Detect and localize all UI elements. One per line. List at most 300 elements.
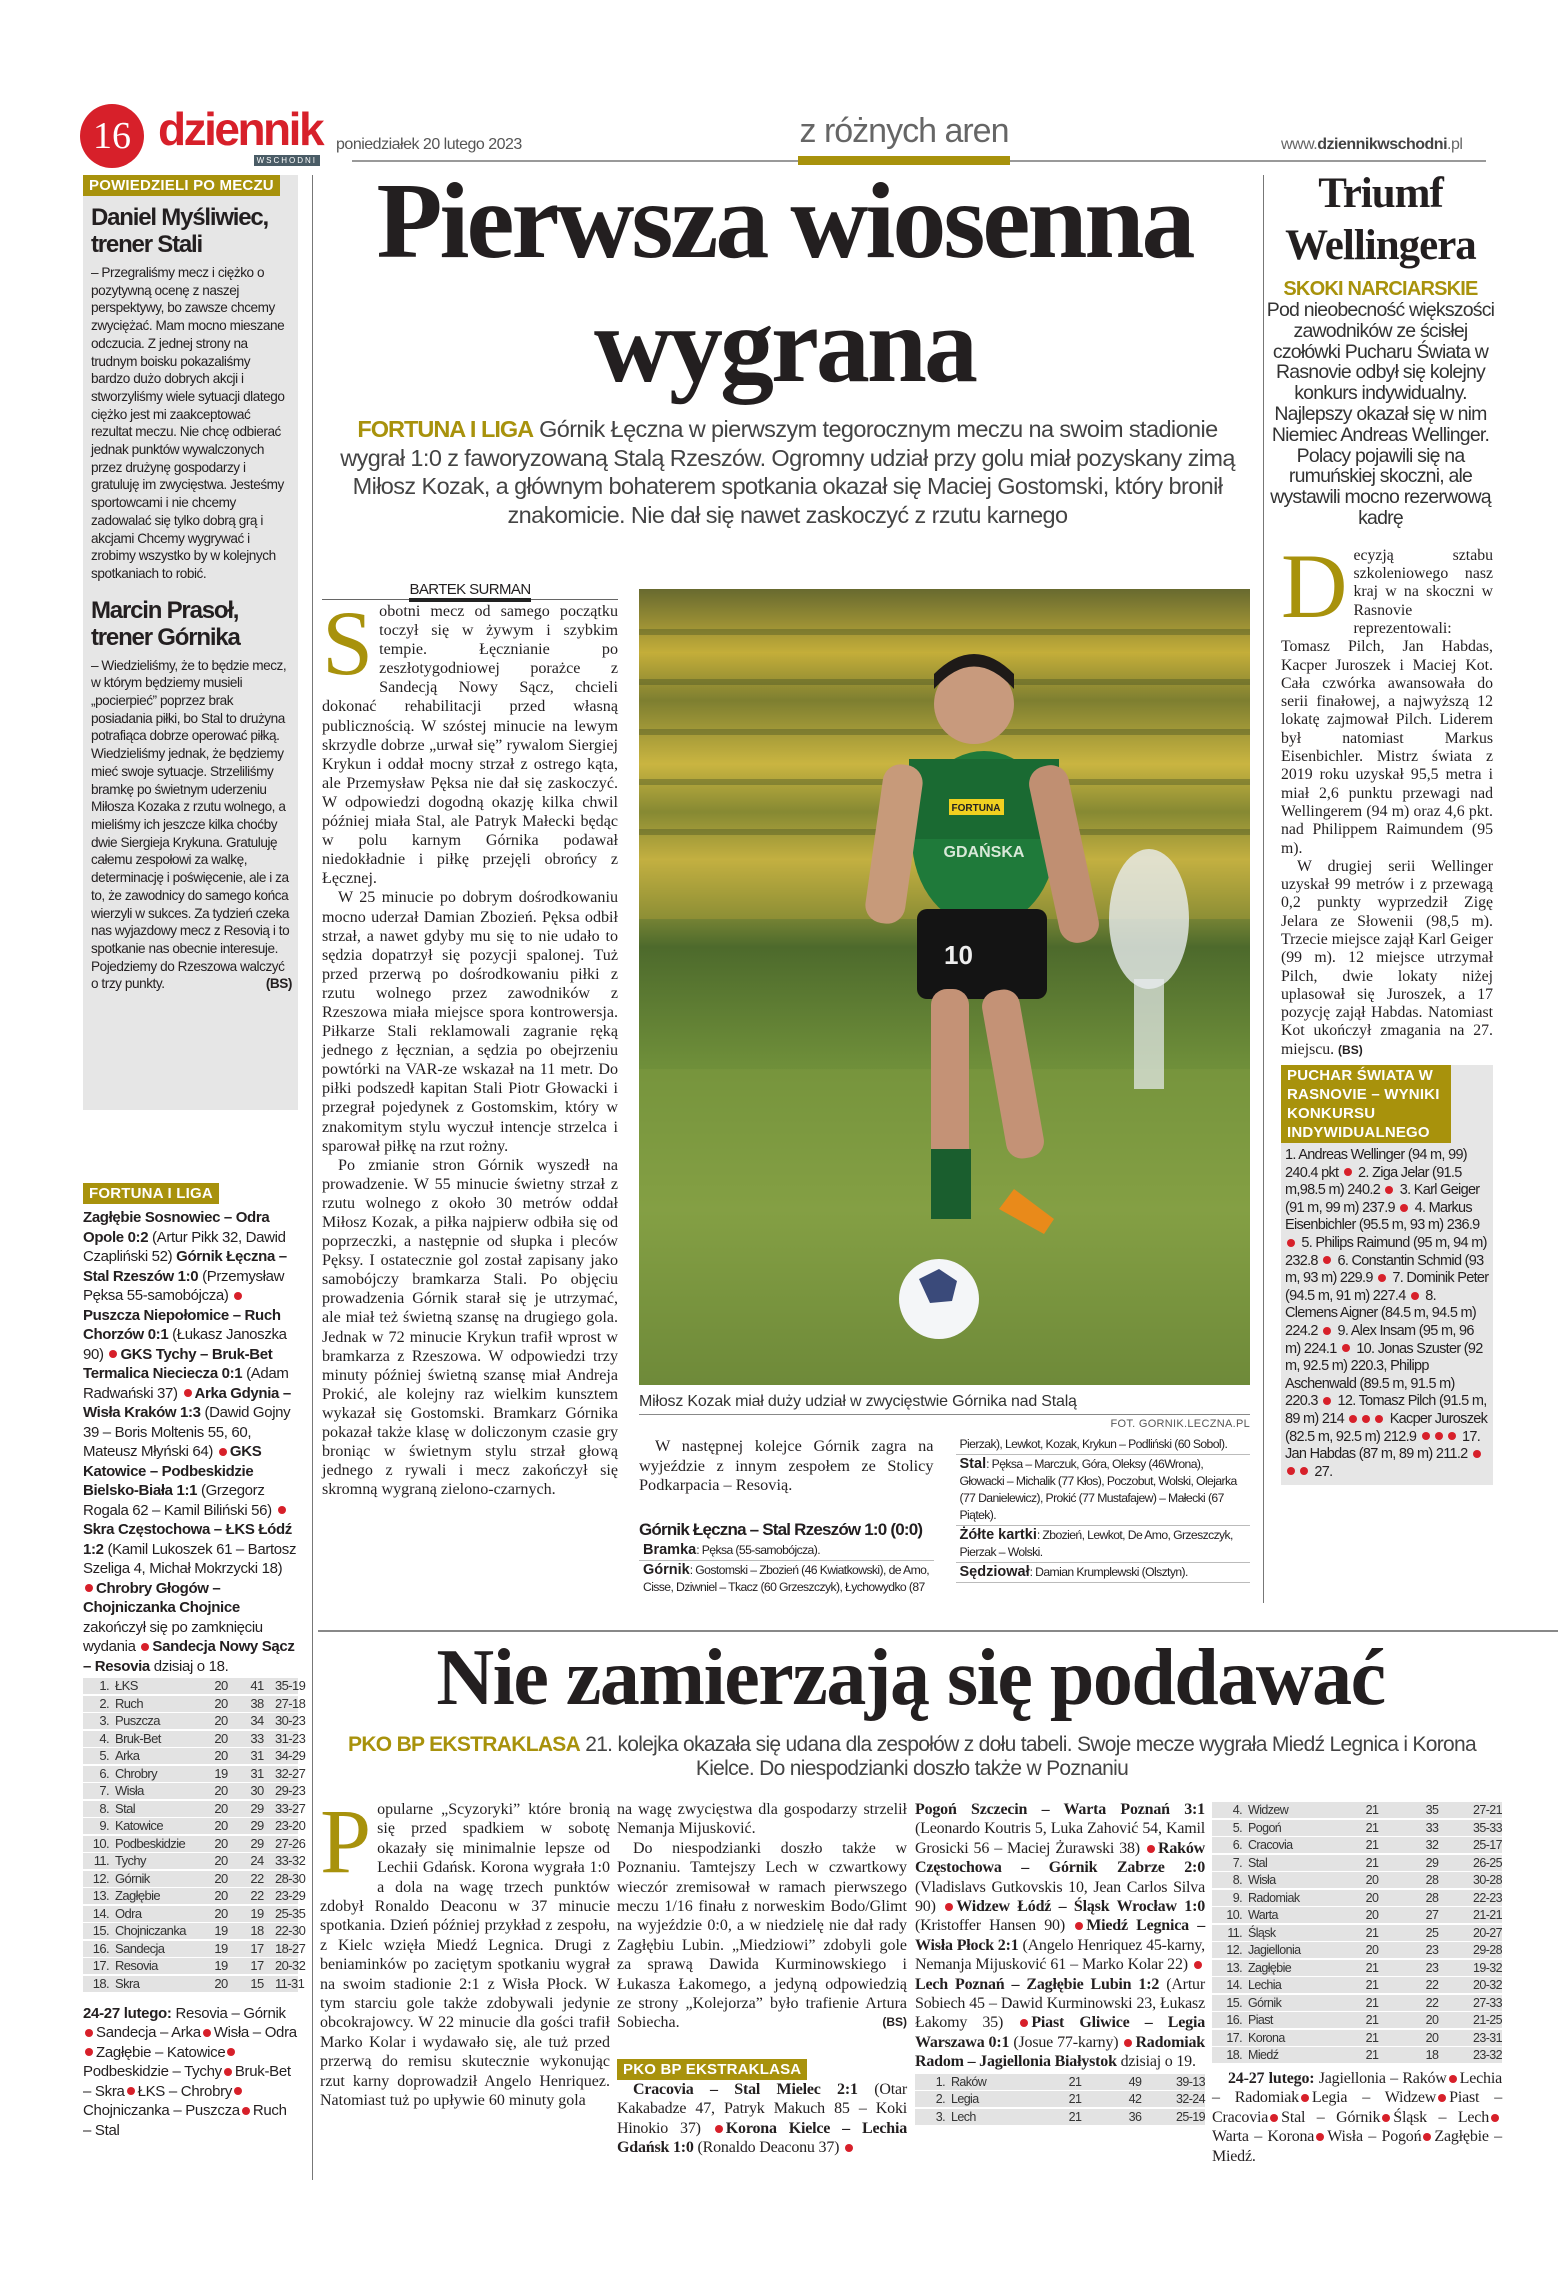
points: 22 [1425,1978,1439,1992]
points: 29 [1425,1855,1439,1870]
team-name: ŁKS [115,1678,138,1693]
goals: 18-27 [275,1940,306,1956]
main-lead [330,415,1245,529]
match-result: Chrobry Głogów – Chojniczanka Chojnice [83,1579,240,1616]
goals: 32-27 [275,1765,306,1781]
points: 36 [1128,2109,1142,2124]
table-row [1212,1977,1502,1993]
match-result: Skra Częstochowa – ŁKS Łódź 1:2 [83,1521,292,1558]
team-rank: 1. [99,1678,109,1693]
main-lead-text: Górnik Łęczna w pierwszym tegorocznym meczu na swoim stadionie wygrał 1:0 z faworyzowaną Stalą Rzeszów. Ogromny udział przy golu miał pozyskany zimą Miłosz Kozak, a głównym bohaterem spotkania okazał się Maciej Gostomski, który bronił znakomicie. Nie dał się nawet zaskoczyć z rzutu karnego [340,416,1235,528]
points: 30 [250,1783,264,1798]
goals: 29-23 [275,1783,306,1798]
team-name: Piast [1248,2013,1273,2027]
match-box-row [639,1541,934,1561]
points: 33 [250,1730,264,1746]
goals: 20-32 [1473,1978,1502,1992]
match-result: Piast Gliwice – Legia Warszawa 0:1 [915,2014,1205,2051]
goals: 27-26 [275,1835,306,1851]
games-played: 20 [214,1730,228,1746]
table-row [1212,2030,1502,2046]
goals: 28-30 [275,1870,306,1886]
table-row [1212,1837,1502,1853]
team-rank: 10. [1226,1908,1242,1922]
team-name: Zagłębie [1248,1960,1292,1975]
games-played: 20 [1365,1873,1379,1887]
match-result: GKS Tychy – Bruk-Bet Termalica Nieciecza 0:1 [83,1345,273,1382]
goals: 23-20 [275,1818,306,1833]
ski-kicker: SKOKI NARCIARSKIE [1283,278,1478,300]
ekstraklasa-column-1 [320,1790,610,2111]
ski-lead: Pod nieobecność większości zawodników ze ścisłej czołówki Pucharu Świata w Rasnovie odbył się kolejny konkurs indywidualny. Najlepszy okazał się w nim Niemiec Andreas Wellinger. Polacy pojawili się na rumuńskiej skoczni, ale wystawili mocno rezerwową kadrę [1266,299,1495,529]
bullet-dot [1124,2039,1132,2047]
games-played: 19 [214,1940,228,1956]
match-result: Puszcza Niepołomice – Ruch Chorzów 0:1 [83,1306,281,1343]
football-player-illustration [639,589,1250,1385]
points: 29 [250,1800,264,1816]
match-box-value: : Zbozień, Lewkot, De Amo, Grzeszczyk, Pierzak – Wolski. [959,1528,1233,1559]
match-details: (Otar Kakabadze 47, Patryk Makuch 85 – Koki Hinokio 37) [617,2080,907,2137]
team-rank: 8. [1232,1873,1242,1887]
team-name: Katowice [115,1818,163,1833]
games-played: 21 [1068,2074,1082,2089]
drop-cap: D [1281,534,1348,637]
ski-result: 1. Andreas Wellinger (94 m, 99) 240.4 pkt [1285,1147,1467,1181]
match-details: (Artur Sobiech 45 – Dawid Kurminowski 23, Łukasz Łakomy 35) [915,1975,1205,2032]
team-rank: 9. [99,1818,109,1833]
author-name: BARTEK SURMAN [409,581,530,602]
shirt-text: GDAŃSKA [943,844,1025,861]
team-rank: 2. [99,1695,109,1711]
games-played: 21 [1365,1803,1379,1817]
drop-cap: S [322,592,374,694]
ski-results-box [1281,1065,1493,1485]
match-details: (Ronaldo Deaconu 37) [697,2139,840,2157]
points: 17 [250,1940,264,1956]
bullet-dot [1378,1274,1386,1282]
match-details: (Przemysław Pęksa 55-samobójcza) [83,1267,285,1304]
team-rank: 2. [935,2092,945,2107]
games-played: 20 [1365,1943,1379,1957]
newspaper-logo: dziennik [158,103,323,155]
ekstraklasa-column-2 [617,1800,907,2158]
table-row [1212,1925,1502,1941]
points: 15 [250,1975,264,1991]
goals: 33-32 [275,1853,306,1868]
fixture: Sandecja – Arka [96,2024,201,2041]
main-kicker: FORTUNA I LIGA [357,416,534,442]
table-row [1212,1890,1502,1906]
team-name: Warta [1248,1908,1278,1922]
photo-credit: FOT. GORNIK.LECZNA.PL [1110,1418,1250,1430]
ekstraklasa-column-3 [915,1800,1205,2126]
fixture: Wisła – Pogoń [1327,2128,1422,2146]
team-rank: 16. [1226,2013,1242,2027]
ski-result: 17. Jan Habdas (87 m, 89 m) 211.2 [1285,1428,1481,1463]
fixtures-label: 24-27 lutego: [83,2004,172,2022]
match-result: Pogoń Szczecin – Warta Poznań 3:1 [915,1801,1205,1818]
team-rank: 7. [99,1783,109,1798]
ekstraklasa-lead-text: 21. kolejka okazała się udana dla zespołów z dołu tabeli. Swoje mecze wygrała Miedź Legnica i Korona Kielce. Do niespodzianki doszło także w Poznaniu [585,1733,1476,1780]
paragraph-text: ecyzją sztabu szkoleniowego nasz kraj w na skoczni w Rasnovie reprezentowali: Tomasz Pilch, Jan Habdas, Kacper Juroszek i Maciej Kot. Cała czwórka awansowała do serii finałowej, a najwyższą 12 lokatę zajmował Pilch. Liderem był natomiast Markus Eisenbichler. Mistrz świata z 2019 roku uzyskał 95,5 metra i miał 2,6 punktu przewagi nad Wellingerem (94 m) oraz 4,6 pkt. nad Philippem Raimundem (95 m). [1281,546,1493,857]
team-name: Górnik [115,1870,150,1886]
main-headline: Pierwsza wiosenna wygrana [376,162,1193,405]
team-rank: 16. [92,1940,109,1956]
photo-caption: Miłosz Kozak miał duży udział w zwycięstwie Górnika nad Stalą [639,1392,1250,1415]
goals: 23-29 [275,1888,306,1903]
main-article-body [322,592,618,1499]
team-rank: 1. [935,2074,945,2089]
paragraph-text: opularne „Scyzoryki” które bronią się przed spadkiem w sobotę okazały się minimalnie lepsze od Lechii Gdańsk. Korona wygrała 1:0 a dola na wagę trzech punktów zdobył Ronaldo Deaconu w 37 minucie spotkania. Dzień później przykład z zespołu, z Kielc wzięła Miedź Legnica. Drugi z beniaminków po zaciętym spotkaniu wygrał na swoim stadionie 2:1 z Wisła Płock. W tym starciu gole także zdobywali jedynie obcokrajowcy. W 22 minucie dla gości trafił Marko Kolar i wydawało się, ale tuż przed przerwą do remisu skutecznie wykonując rzut karny doprowadził Angelo Henriquez. Natomiast tuż po upływie 60 minuty gola [320,1801,610,2110]
points: 22 [1425,1995,1439,2010]
goals: 35-33 [1473,1820,1502,1835]
team-rank: 13. [1226,1960,1242,1975]
fixture: Ruch – Stal [83,2102,287,2139]
team-name: Podbeskidzie [115,1835,186,1851]
goals: 25-19 [1176,2109,1205,2124]
match-result: Górnik Łęczna – Stal Rzeszów 1:0 [83,1248,287,1285]
fixture: Stal – Górnik [1281,2108,1381,2126]
bullet-dot [1344,1168,1352,1176]
team-rank: 15. [1226,1995,1242,2010]
bullet-dot [1473,1450,1481,1458]
match-result: Sandecja Nowy Sącz – Resovia [83,1638,295,1675]
games-played: 21 [1068,2109,1082,2124]
ski-results-label: PUCHAR ŚWIATA W RASNOVIE – WYNIKI KONKURSU INDYWIDUALNEGO [1281,1065,1451,1143]
column-divider [1263,175,1264,1603]
ekstraklasa-results [617,2080,907,2158]
points: 20 [1425,2030,1439,2045]
table-row [1212,1872,1502,1888]
right-column [1266,168,1495,1485]
points: 29 [250,1835,264,1851]
team-name: Lech [951,2109,976,2124]
table-row [1212,1995,1502,2011]
fixture: Bruk-Bet – Skra [83,2063,291,2100]
games-played: 20 [214,1853,228,1868]
bullet-dot [1423,2133,1431,2141]
games-played: 20 [214,1870,228,1886]
article-paragraph: na wagę zwycięstwa dla gospodarzy strzelił Nemanja Mijusković. [617,1801,907,1838]
quote-author: Daniel Myśliwiec, trener Stali [91,204,269,258]
fixture: Piast – Cracovia [1212,2089,1502,2126]
ekstraklasa-kicker: PKO BP EKSTRAKLASA [348,1733,581,1756]
team-name: Widzew [1248,1803,1289,1817]
team-name: Chrobry [115,1765,158,1781]
fixture: Wisła – Odra [213,2024,297,2041]
goals: 22-23 [1473,1890,1502,1905]
goals: 30-28 [1473,1873,1502,1887]
games-played: 20 [214,1835,228,1851]
match-box-value: : Pęksa – Marczuk, Góra, Oleksy (46Wrona), Głowacki – Michalik (77 Kłos), Poczobut, Wolski, Olejarka (77 Danielewicz), Prokić (77 Mustafajew) – Małecki (67 Piątek). [959,1457,1237,1522]
games-played: 21 [1365,2048,1379,2062]
points: 27 [1425,1908,1439,1922]
goals: 21-21 [1473,1908,1502,1922]
games-played: 20 [1365,1890,1379,1905]
goals: 19-32 [1473,1960,1502,1975]
team-name: Miedź [1248,2048,1279,2062]
team-rank: 17. [92,1958,109,1973]
goals: 35-19 [275,1678,306,1693]
goals: 29-28 [1473,1943,1502,1957]
fixture: Zagłębie – Miedź. [1212,2128,1502,2165]
website-link[interactable] [1281,136,1462,154]
bullet-dot [109,1350,117,1358]
match-result: Lech Poznań – Zagłębie Lubin 1:2 [915,1975,1160,1993]
match-details: (Adam Radwański 37) [83,1365,289,1402]
match-details: (Kristoffer Hansen 90) [915,1917,1065,1935]
bullet-dot [845,2144,853,2152]
bullet-dot [1270,2114,1278,2122]
ski-result: 7. Dominik Peter (94.5 m, 91 m) 227.4 [1285,1270,1489,1304]
match-box-label: Żółte kartki [959,1527,1037,1543]
ski-result: 4. Markus Eisenbichler (95.5 m, 93 m) 236.9 [1285,1199,1480,1234]
match-details: (Josue 77-karny) [1013,2033,1119,2051]
goals: 33-27 [275,1800,306,1816]
team-rank: 5. [1232,1820,1242,1835]
goals: 22-30 [275,1923,306,1938]
table-row [1212,2012,1502,2028]
match-box-label: Stal [959,1456,987,1472]
team-name: Radomiak [1248,1890,1300,1905]
team-name: Górnik [1248,1995,1282,2010]
url-domain: dziennikwschodni [1317,136,1448,153]
team-rank: 15. [92,1923,109,1938]
games-played: 21 [1365,2030,1379,2045]
shorts-number: 10 [944,940,973,970]
goals: 27-21 [1473,1803,1502,1817]
match-box-row [956,1455,1251,1526]
bullet-dot [715,2125,723,2133]
team-rank: 4. [99,1730,109,1746]
ekstraklasa-section [0,1628,1558,2228]
points: 22 [250,1888,264,1903]
match-result: Arka Gdynia – Wisła Kraków 1:3 [83,1384,291,1421]
bullet-dot [1020,2019,1028,2027]
games-played: 20 [214,1713,228,1728]
match-details: (Dawid Gojny 39 – Boris Moltenis 55, 60, Mateusz Młyński 64) [83,1404,291,1460]
goals: 21-25 [1473,2013,1502,2027]
points: 25 [1425,1925,1439,1940]
team-rank: 18. [92,1975,109,1991]
match-details: dzisiaj o 18. [153,1657,229,1675]
bullet-dot [945,1903,953,1911]
team-name: Wisła [115,1783,144,1798]
match-details: (Łukasz Janoszka 90) [83,1326,287,1363]
team-name: Stal [1248,1855,1268,1870]
points: 35 [1425,1803,1439,1817]
match-details: (Artur Pikk 32, Dawid Czapliński 52) [83,1228,286,1265]
goals: 27-18 [275,1695,306,1711]
games-played: 21 [1365,1995,1379,2010]
points: 42 [1128,2092,1142,2107]
points: 31 [250,1748,264,1763]
games-played: 20 [1365,1908,1379,1922]
article-paragraph [617,1839,907,2033]
bullet-dot [1411,1292,1419,1300]
team-name: Zagłębie [115,1888,161,1903]
team-rank: 17. [1226,2030,1242,2045]
bullet-dot [1382,2114,1390,2122]
match-result: Raków Częstochowa – Górnik Zabrze 2:0 [915,1839,1205,1877]
games-played: 20 [214,1818,228,1833]
ekstraklasa-results [915,1800,1205,2072]
ekstraklasa-lead [322,1733,1502,1781]
bullet-dot [1147,1845,1155,1853]
bullet-dot [85,1584,93,1592]
match-result: Korona Kielce – Lechia Gdańsk 1:0 [617,2119,907,2157]
team-name: Jagiellonia [1248,1943,1301,1957]
goals: 20-27 [1473,1925,1502,1940]
points: 33 [1425,1820,1439,1835]
bullet-dot [1323,1256,1331,1264]
games-played: 20 [214,1905,228,1921]
team-name: Puszcza [115,1713,160,1728]
ski-result: 5. Philips Raimund (95 m, 94 m) 232.8 [1285,1235,1487,1269]
games-played: 21 [1365,1925,1379,1940]
bullet-dot [1438,2094,1446,2102]
bullet-dot [219,1448,227,1456]
match-result: Miedź Legnica – Wisła Płock 2:1 [915,1917,1205,1954]
page-number-badge: 16 [80,104,144,168]
quote-signature: (BS) [265,976,292,992]
match-result: GKS Katowice – Podbeskidzie Bielsko-Biała 1:1 [83,1443,262,1499]
match-details: zakończył się po zamknięciu wydania [83,1618,263,1655]
games-played: 21 [1365,2013,1379,2027]
match-box-row [956,1563,1251,1583]
team-name: Resovia [115,1958,158,1973]
team-rank: 12. [92,1870,109,1886]
points: 28 [1425,1890,1439,1905]
match-box-value: : Gostomski – Zbozień (46 Kwiatkowski), de Amo, Cisse, Dziwniel – Tkacz (60 Grzeszczyk), Łychowydko (87 Pierzak), Lewkot, Kozak, Krykun – Podliński (60 Sobol). [643,1437,1228,1594]
ekstraklasa-fixtures [1212,2069,1502,2166]
team-name: Korona [1248,2030,1285,2045]
fortuna-results [83,1208,298,1676]
goals: 34-29 [275,1748,306,1763]
team-name: Legia [951,2092,979,2107]
match-box-row [956,1526,1251,1563]
team-name: Ruch [115,1695,143,1711]
bullet-dot [1342,1344,1350,1352]
quotes-box [83,175,298,1110]
table-row [915,2109,1205,2125]
bullet-dot [1323,1327,1331,1335]
points: 23 [1425,1960,1439,1975]
bullet-dot [1301,2094,1309,2102]
ski-result: 3. Karl Geiger (91 m, 99 m) 237.9 [1285,1182,1480,1216]
ski-result: 12. Tomasz Pilch (91.5 m, 89 m) 214 [1285,1393,1487,1427]
team-name: Odra [115,1905,142,1921]
team-name: Cracovia [1248,1838,1293,1852]
ski-result: Kacper Juroszek (82.5 m, 92.5 m) 212.9 [1285,1410,1488,1445]
games-played: 20 [214,1695,228,1711]
team-name: Chojniczanka [115,1923,186,1938]
url-suffix: .pl [1447,136,1463,153]
bullet-dot [1449,2075,1457,2083]
fixture: Śląsk – Lech [1393,2108,1489,2126]
quote-text: – Przegraliśmy mecz i ciężko o pozytywną ocenę z naszej perspektywy, bo zawsze chcemy zwyciężać. Mam mocno mieszane odczucia. Z jednej strony na trudnym boisku pokazaliśmy bardzo dużo dobrych akcji i stworzyliśmy wiele sytuacji dlatego ciężko jest mi zaakceptować rezultat meczu. Nie chcę odbierać jednak punktów wywalczonych przez drużynę gospodarzy i gratuluję im zwycięstwa. Jesteśmy sportowcami i nie chcemy zadowalać się tylko dobrą grą i akcjami Chcemy wygrywać i zrobimy wszystko by w kolejnych spotkaniach to robić. [91,265,285,581]
table-row [1212,1855,1502,1871]
ski-result: 9. Alex Insam (95 m, 96 m) 224.1 [1285,1323,1474,1357]
match-result: Radomiak Radom – Jagiellonia Białystok [915,2033,1205,2071]
article-paragraph: Po zmianie stron Górnik wyszedł na prowadzenie. W 55 minucie świetny strzał z rzutu wolnego z około 30 metrów oddał Miłosz Kozak, a piłka najpierw odbiła się od poprzeczki, a następnie od słupka i pleców Pęksy. I ostatecznie gol został zapisany jako samobójczy bramkarza Stali. Po objęciu prowadzenia Górnik starał się je utrzymać, ale miał też świetną szansę na drugiego gola. Jednak w 72 minucie Krykun trafił wprost w bramkarza z Rzeszowa. W odpowiedzi trzy minuty później świetną szansę miał Andreja Prokić, ale kolejny raz wielkim kunsztem wykazał się Gostomski. Bramkarz Górnika pokazał także klasę w doliczonym czasie gry broniąc w świetnym stylu strzał głową jednego z rywali i mecz zakończył się skromną wygraną zielono-czarnych. [322,1156,618,1499]
team-name: Lechia [1248,1978,1282,1992]
match-result: Cracovia – Stal Mielec 2:1 [633,2080,858,2098]
team-rank: 10. [92,1835,109,1851]
team-rank: 7. [1232,1855,1242,1870]
ski-result: 10. Jonas Szuster (92 m, 92.5 m) 220.3, Philipp Aschenwald (89.5 m, 91.5 m) 220.3 [1285,1340,1483,1410]
match-details: (Grzegorz Rogala 62 – Kamil Biliński 56) [83,1482,272,1519]
team-name: Raków [951,2074,987,2089]
bullet-dot [1316,2133,1324,2141]
match-box-value: : Damian Krumplewski (Olsztyn). [1029,1565,1188,1579]
match-details: (Angelo Henriquez 45-karny, Nemanja Mijusković 61 – Marko Kolar 22) [915,1936,1205,1974]
bullet-dot [1362,1415,1370,1423]
bullet-dot [1287,1467,1295,1475]
ekstraklasa-table [915,2074,1205,2125]
bullet-dot [1323,1397,1331,1405]
bullet-dot [1491,2114,1499,2122]
bullet-dot [1375,1415,1383,1423]
table-row [915,2091,1205,2107]
fixture: Legia – Widzew [1311,2089,1437,2107]
goals: 11-31 [275,1975,305,1991]
team-rank: 11. [93,1853,109,1868]
goals: 25-17 [1473,1838,1502,1852]
team-rank: 13. [92,1888,109,1903]
team-rank: 6. [99,1765,109,1781]
paragraph-text: Do niespodzianki doszło także w Poznaniu. Tamtejszy Lech w czwartkowy wieczór zremisował w ramach pierwszego meczu 1/16 finału z norweskim Bodo/Glimt na wyjeździe 0:0, a w niedzielę nie dał rady Zagłębiu Lubin. „Miedziowi” zdobyli gole za sprawą Dawida Kurminowskiego i Łukasza Łakomego, a jedyną odpowiedzią ze strony „Kolejorza” było trafienie Artura Sobiecha. [617,1839,907,2032]
team-rank: 5. [99,1748,109,1763]
points: 31 [250,1765,264,1781]
table-row [1212,2047,1502,2063]
goals: 20-32 [275,1958,306,1973]
bullet-dot [1400,1204,1408,1212]
match-box-title: Górnik Łęczna – Stal Rzeszów 1:0 (0:0) [639,1519,923,1539]
games-played: 20 [214,1975,228,1991]
team-rank: 3. [935,2109,945,2124]
team-name: Tychy [115,1853,146,1868]
points: 23 [1425,1943,1439,1957]
ski-result: 27. [1314,1463,1333,1480]
points: 18 [250,1923,264,1938]
fixtures-label: 24-27 lutego: [1228,2070,1315,2087]
table-row [1212,1820,1502,1836]
ekstraklasa-column-4 [1212,1800,1502,2166]
team-rank: 11. [1227,1925,1242,1940]
goals: 23-31 [1473,2030,1502,2045]
article-paragraph [1281,534,1493,858]
team-name: Wisła [1248,1873,1276,1887]
fixture: Jagiellonia – Raków [1318,2070,1447,2087]
games-played: 20 [214,1783,228,1798]
goals: 32-24 [1176,2092,1205,2107]
fixture: Resovia – Górnik [175,2004,286,2022]
table-row [1212,1942,1502,1958]
team-rank: 14. [92,1905,109,1921]
games-played: 20 [214,1678,228,1693]
table-row [1212,1802,1502,1818]
points: 29 [250,1818,264,1833]
team-rank: 9. [1232,1890,1242,1905]
bullet-dot [1448,1432,1456,1440]
paragraph-text: W drugiej serii Wellinger uzyskał 99 metrów i z przewagą 0,2 punkty wyprzedził Zigę Jelara ze Słowenii (98,5 m). Trzecie miejsce zajął Karl Geiger (99 m). 12 miejsce utrzymał Pilch, dwie lokaty niżej uplasował się Juroszek, a 17 pozycję zajął Habdas. Natomiast Kot ukończył zmagania na 27. miejscu. [1281,857,1493,1058]
points: 24 [250,1853,264,1868]
fixture: ŁKS – Chrobry [137,2082,233,2100]
bullet-dot [1385,1186,1393,1194]
points: 17 [250,1958,264,1973]
bullet-dot [278,1506,286,1514]
